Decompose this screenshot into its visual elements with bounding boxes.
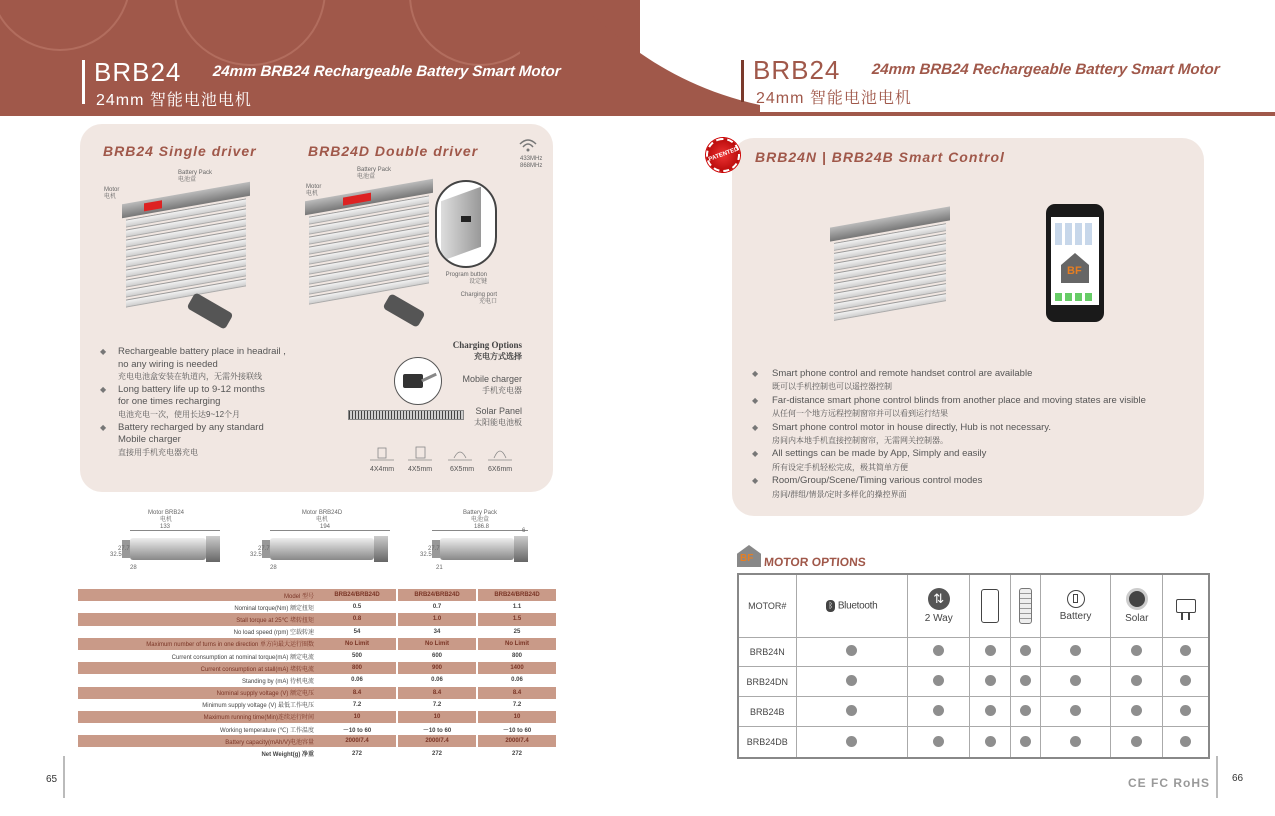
spec-row: Standing by (mA) 待机电流 0.06 0.06 0.06 xyxy=(78,674,556,686)
left-cn-title: 24mm 智能电池电机 xyxy=(96,92,252,109)
option-dot xyxy=(985,645,996,656)
smartphone xyxy=(1046,204,1104,322)
battery-body xyxy=(440,538,514,560)
spec-row: Net Weight(g) 净重 272 272 272 xyxy=(78,747,556,759)
spec-row: Minimum supply voltage (V) 最低工作电压 7.2 7.2 7.2 xyxy=(78,699,556,711)
right-title-bar xyxy=(741,60,744,102)
option-dot xyxy=(1070,736,1081,747)
right-model-title: BRB24 xyxy=(753,55,841,85)
option-dot xyxy=(846,736,857,747)
motor-options-title: MOTOR OPTIONS xyxy=(763,555,867,569)
freq-433: 433MHz xyxy=(520,156,543,162)
option-dot xyxy=(846,645,857,656)
size-4x4: 4X4mm xyxy=(370,466,395,473)
spec-row: Battery capacity(mAh/V)电池容量 2000/7.4 2000/7.4 2000/7.4 xyxy=(78,735,556,747)
motor-2-head xyxy=(374,536,388,562)
options-corner: MOTOR# xyxy=(738,574,796,637)
mobile-charger-label: Mobile charger 手机充电器 xyxy=(462,374,522,395)
spec-col-1: BRB24/BRB24D xyxy=(318,589,396,601)
dim-len-3: 186.8 xyxy=(474,524,490,530)
col-charger xyxy=(1163,574,1209,637)
battery-label-2: Battery Pack 电池盒 xyxy=(357,167,392,180)
option-dot xyxy=(933,645,944,656)
option-dot xyxy=(1020,645,1031,656)
double-driver-title: BRB24D Double driver xyxy=(308,143,479,159)
option-dot xyxy=(933,705,944,716)
dim-d3-1: 28 xyxy=(130,565,137,571)
smart-blind xyxy=(830,194,950,325)
option-dot xyxy=(933,675,944,686)
page-rule-right xyxy=(1216,756,1218,798)
smart-control-title: BRB24N | BRB24B Smart Control xyxy=(755,149,1005,165)
battery-head xyxy=(514,536,528,562)
patented-badge: PATENTED xyxy=(701,133,745,177)
spec-col-2: BRB24/BRB24D xyxy=(398,589,476,601)
option-dot xyxy=(933,736,944,747)
right-bullet-4: ◆ All settings can be made by App, Simply and easily 所有设定手机轻松完成，极其简单方便 xyxy=(752,447,1202,474)
option-dot xyxy=(985,705,996,716)
options-header-row xyxy=(738,574,1209,637)
single-driver-blind xyxy=(122,172,250,315)
two-way-icon: ⇅ xyxy=(928,588,950,610)
left-model-title: BRB24 xyxy=(94,57,182,87)
right-bullet-3: ◆ Smart phone control motor in house directly, Hub is not necessary. 房间内本地手机直接控制窗帘，无需网关控制器。 xyxy=(752,421,1202,448)
size-icons xyxy=(370,444,520,464)
dim-d2-2: 32.5 xyxy=(250,552,262,558)
spec-row: Maximum running time(Min)连续运行时间 10 10 10 xyxy=(78,711,556,723)
charger-plug-icon xyxy=(1176,599,1196,613)
spec-row: Stall torque at 25℃ 堵转扭矩 0.8 1.0 1.5 xyxy=(78,613,556,625)
option-dot xyxy=(846,705,857,716)
option-dot xyxy=(1020,705,1031,716)
drawing-3-title: Battery Pack 电池盒 xyxy=(462,510,497,523)
right-subtitle: 24mm BRB24 Rechargeable Battery Smart Motor xyxy=(871,61,1221,78)
option-dot xyxy=(846,675,857,686)
page-rule-left xyxy=(63,756,65,798)
right-bullets xyxy=(752,367,1202,501)
wireless-icon xyxy=(519,138,537,152)
options-row: BRB24DN xyxy=(738,667,1209,697)
charger-circle xyxy=(394,357,442,405)
col-battery: Battery xyxy=(1041,574,1111,637)
col-2way: ⇅ 2 Way xyxy=(908,574,970,637)
bf-logo-text: BF xyxy=(740,553,754,564)
freq-868: 868MHz xyxy=(520,163,543,169)
spec-table xyxy=(78,589,556,760)
dim-len-2: 194 xyxy=(320,524,331,530)
dim-len-1: 133 xyxy=(160,524,171,530)
smartphone-icon xyxy=(981,589,999,623)
options-row: BRB24B xyxy=(738,697,1209,727)
left-subtitle: 24mm BRB24 Rechargeable Battery Smart Motor xyxy=(212,63,562,80)
spec-row: Working temperature (℃) 工作温度 －10 to 60 －10 to 60 －10 to 60 xyxy=(78,723,556,735)
size-4x5: 4X5mm xyxy=(408,466,433,473)
option-dot xyxy=(985,736,996,747)
dim-d1-1: 27.7 xyxy=(118,546,130,552)
drawing-2-title: Motor BRB24D 电机 xyxy=(301,510,343,523)
slats xyxy=(126,198,246,311)
right-bullet-5: ◆ Room/Group/Scene/Timing various control modes 房间/群组/情景/定时多样化的操控界面 xyxy=(752,474,1202,501)
phone-screen: BF xyxy=(1051,217,1099,305)
motor-options-table xyxy=(737,573,1210,759)
single-driver-title: BRB24 Single driver xyxy=(103,143,257,159)
slats-2 xyxy=(309,195,429,308)
motor-label-2: Motor 电机 xyxy=(306,184,322,197)
options-row: BRB24N xyxy=(738,637,1209,667)
col-remote xyxy=(1011,574,1041,637)
charging-port-label: Charging port 充电口 xyxy=(460,292,497,305)
col-bluetooth: ᛒ Bluetooth xyxy=(796,574,908,637)
option-dot xyxy=(1070,645,1081,656)
double-driver-blind xyxy=(305,169,433,312)
charging-options-title: Charging Options 充电方式选择 xyxy=(452,340,522,361)
bullet-2: ◆ Long battery life up to 9-12 months for one times recharging 电池充电一次，使用长达9~12个月 xyxy=(100,384,330,422)
page-number-right: 66 xyxy=(1232,773,1244,784)
right-bullet-2: ◆ Far-distance smart phone control blinds from another place and moving states are visible 从任何一个地方远程控制窗帘并可以看到运行结果 xyxy=(752,394,1202,421)
dim-d3-3: 21 xyxy=(436,565,443,571)
option-dot xyxy=(985,675,996,686)
header-underline xyxy=(0,112,1275,116)
options-row: BRB24DB xyxy=(738,727,1209,758)
option-dot xyxy=(1180,705,1191,716)
spec-row: Maximum number of turns in one direction 单方向最大运行圈数 No Limit No Limit No Limit xyxy=(78,638,556,650)
spec-col-3: BRB24/BRB24D xyxy=(478,589,556,601)
right-bullet-1: ◆ Smart phone control and remote handset control are available 既可以手机控制也可以遥控器控制 xyxy=(752,367,1202,394)
solar-panel-label: Solar Panel 太阳能电池板 xyxy=(474,406,522,427)
motor-1-head xyxy=(206,536,220,562)
spec-row: Current consumption at stall(mA) 堵转电流 800 900 1400 xyxy=(78,662,556,674)
drawing-1-title: Motor BRB24 电机 xyxy=(147,510,184,523)
option-dot xyxy=(1180,736,1191,747)
size-6x6: 6X6mm xyxy=(488,466,513,473)
dim-d1-3: 27.7 xyxy=(428,546,440,552)
bluetooth-icon: ᛒ xyxy=(826,600,835,612)
option-dot xyxy=(1180,675,1191,686)
option-dot xyxy=(1070,675,1081,686)
option-dot xyxy=(1131,705,1142,716)
spec-header-label: Model 型号 xyxy=(78,589,318,601)
spec-row: Current consumption at nominal torque(mA) 额定电流 500 600 800 xyxy=(78,650,556,662)
left-title-bar xyxy=(82,60,85,104)
page-number-left: 65 xyxy=(46,774,58,785)
header-swoosh xyxy=(520,0,760,112)
dim-line-1 xyxy=(130,530,220,531)
remote-icon xyxy=(1019,588,1032,624)
dim-d2-1: 32.5 xyxy=(110,552,122,558)
motor-label-1: Motor 电机 xyxy=(104,187,120,200)
option-dot xyxy=(1131,736,1142,747)
option-dot xyxy=(1020,736,1031,747)
motor-1-body xyxy=(130,538,206,560)
dim-d3-2: 28 xyxy=(270,565,277,571)
zoom-detail xyxy=(435,180,497,268)
bullet-3: ◆ Battery recharged by any standard Mobile charger 直接用手机充电器充电 xyxy=(100,422,330,460)
option-dot xyxy=(1180,645,1191,656)
bullet-1: ◆ Rechargeable battery place in headrail , no any wiring is needed 充电电池盒安装在轨道内，无需外接联线 xyxy=(100,346,330,384)
option-dot xyxy=(1070,705,1081,716)
solar-panel xyxy=(348,410,464,420)
spec-row: Nominal torque(Nm) 额定扭矩 0.5 0.7 1.1 xyxy=(78,601,556,613)
motor-2-body xyxy=(270,538,374,560)
left-bullets xyxy=(100,346,330,459)
battery-label-1: Battery Pack 电池盒 xyxy=(178,170,213,183)
battery-icon xyxy=(1067,590,1085,608)
option-dot xyxy=(1020,675,1031,686)
dim-d1-2: 27.7 xyxy=(258,546,270,552)
right-cn-title: 24mm 智能电池电机 xyxy=(756,90,912,107)
solar-icon xyxy=(1126,588,1148,610)
dim-d4-3: 6 xyxy=(522,528,526,534)
program-button-label: Program button 设定键 xyxy=(445,272,487,285)
spec-header-row xyxy=(78,589,556,601)
spec-row: No load speed (rpm) 空载转速 54 34 25 xyxy=(78,626,556,638)
dim-d2-3: 32.5 xyxy=(420,552,432,558)
col-smartphone xyxy=(970,574,1011,637)
option-dot xyxy=(1131,675,1142,686)
spec-row: Nominal supply voltage (V) 额定电压 8.4 8.4 8.4 xyxy=(78,687,556,699)
option-dot xyxy=(1131,645,1142,656)
col-solar: Solar xyxy=(1111,574,1163,637)
size-6x5: 6X5mm xyxy=(450,466,475,473)
cert-marks: CE FC RoHS xyxy=(1128,776,1210,790)
